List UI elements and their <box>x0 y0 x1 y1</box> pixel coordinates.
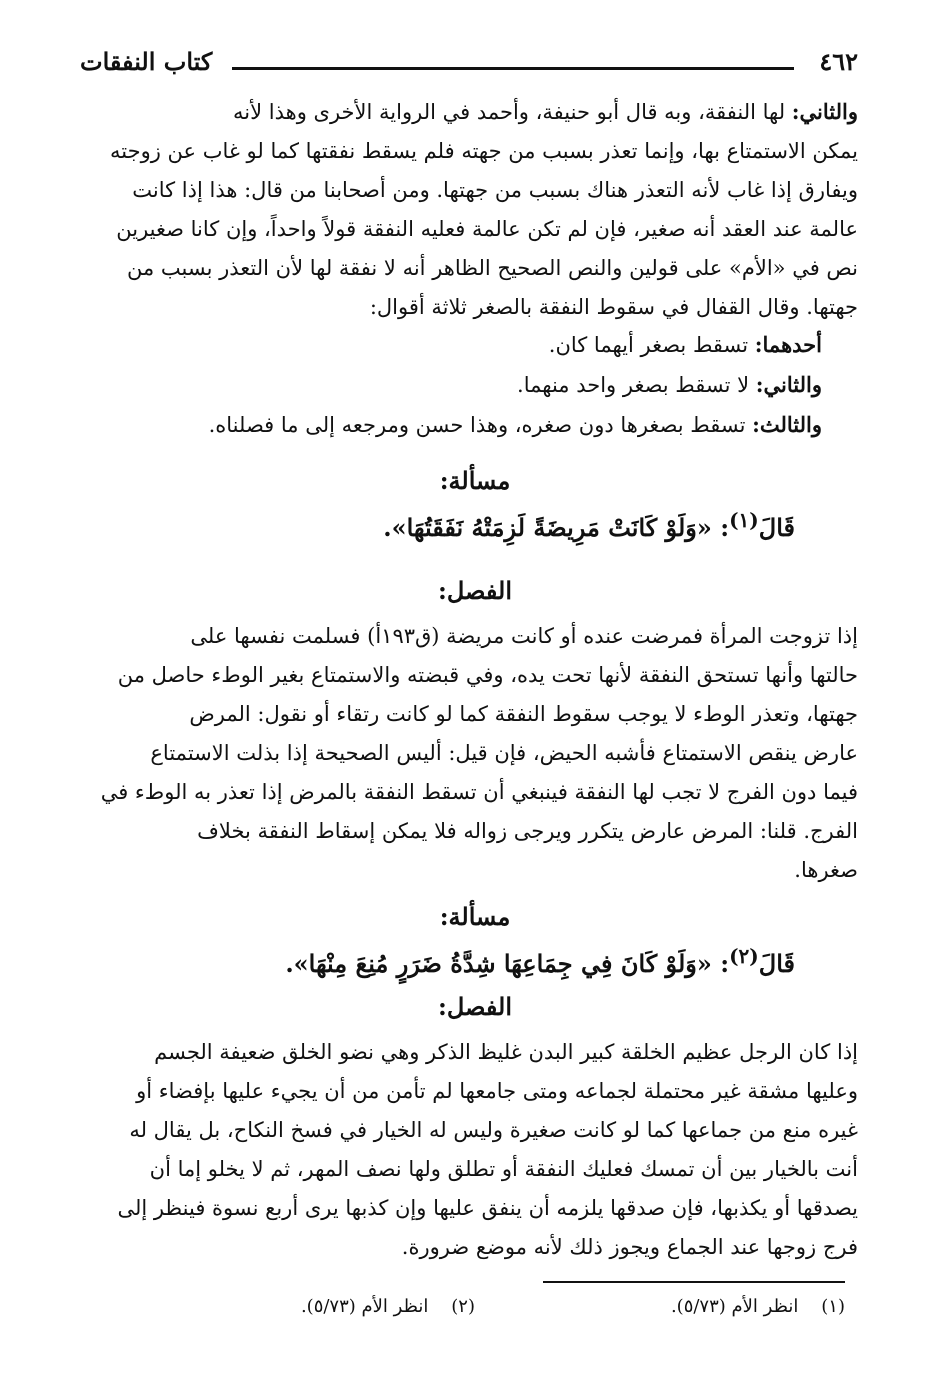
text-line: وعليها مشقة غير محتملة لجماعه ومتى جامعها لم تأمن من أن يجيء عليها بإفضاء أو <box>136 1079 858 1103</box>
text-line: جهتها، وتعذر الوطء لا يوجب سقوط النفقة كما لو كانت رتقاء أو نقول: المرض <box>189 702 858 726</box>
header-rule <box>232 67 794 70</box>
text-line: صغرها. <box>794 858 858 882</box>
text-line: غيره منع من جماعها كما لو كانت صغيرة وليس له الخيار في فسخ النكاح، بل يقال له <box>129 1118 858 1142</box>
masala-quote <box>285 944 795 978</box>
footnote-rule <box>543 1281 845 1283</box>
item-label: والثالث: <box>752 412 822 437</box>
footnote-2 <box>301 1292 475 1322</box>
section1-list <box>112 325 822 445</box>
text-line: ويفارق إذا غاب لأنه التعذر هناك بسبب من جهتها. ومن أصحابنا من قال: هذا إذا كانت <box>132 178 858 202</box>
term-label: والثاني: <box>791 99 858 124</box>
footnote-1 <box>671 1292 845 1322</box>
quote-prefix: قَالَ <box>758 949 795 978</box>
text-line: إذا كان الرجل عظيم الخلقة كبير البدن غليظ الذكر وهي نضو الخلق ضعيفة الجسم <box>154 1040 858 1064</box>
footnote-number: (٢) <box>451 1296 475 1317</box>
text-line: نص في «الأم» على قولين والنص الصحيح الظاهر أنه لا نفقة لها لأن التعذر بسبب من <box>127 256 858 280</box>
footnote-ref: (٢) <box>729 944 759 968</box>
text-line <box>94 92 858 132</box>
footnote-text: انظر الأم (٥/٧٣). <box>670 1296 799 1317</box>
list-item <box>112 325 822 365</box>
item-label: أحدهما: <box>754 332 822 357</box>
item-text: تسقط بصغر أيهما كان. <box>548 333 755 357</box>
footnote-text: انظر الأم (٥/٧٣). <box>300 1296 429 1317</box>
item-text: لا تسقط بصغر واحد منهما. <box>517 373 756 397</box>
page-number: ٤٦٢ <box>819 47 858 76</box>
list-item <box>112 365 822 405</box>
footnote-ref: (١) <box>729 508 759 532</box>
masala-heading: مسألة: <box>439 466 511 495</box>
text-line: عالمة عند العقد أنه صغير، فإن لم تكن عالمة فعليه النفقة قولاً واحداً، وإن كانا صغيرين <box>116 217 858 241</box>
quote-text: : «وَلَوْ كَانَ فِي جِمَاعِهَا شِدَّةُ ضَرَرٍ مُنِعَ مِنْهَا». <box>285 949 730 978</box>
line-text: لها النفقة، وبه قال أبو حنيفة، وأحمد في الرواية الأخرى وهذا لأنه <box>233 100 792 124</box>
text-line: عارض ينقص الاستمتاع فأشبه الحيض، فإن قيل: أليس الصحيحة إذا بذلت الاستمتاع <box>150 741 858 765</box>
quote-prefix: قَالَ <box>758 513 795 542</box>
masala-heading: مسألة: <box>439 902 511 931</box>
item-label: والثاني: <box>755 372 822 397</box>
fasl-heading: الفصل: <box>438 992 512 1021</box>
text-line: فيما دون الفرج لا تجب لها النفقة فينبغي أن تسقط النفقة بالمرض إذا تعذر به الوطء في <box>100 780 858 804</box>
book-title: كتاب النفقات <box>80 47 213 76</box>
section1-paragraph <box>94 92 858 327</box>
masala-quote <box>383 508 795 542</box>
running-header <box>80 42 858 86</box>
text-line: يمكن الاستمتاع بها، وإنما تعذر بسبب من جهته فلم يسقط نفقتها كما لو غاب عن زوجته <box>110 139 858 163</box>
item-text: تسقط بصغرها دون صغره، وهذا حسن ومرجعه إلى ما فصلناه. <box>208 413 753 437</box>
footnote-number: (١) <box>821 1296 845 1317</box>
text-line: إذا تزوجت المرأة فمرضت عنده أو كانت مريضة (ق١٩٣أ) فسلمت نفسها على <box>190 624 858 648</box>
masala2-paragraph <box>94 1033 858 1267</box>
text-line: جهتها. وقال القفال في سقوط النفقة بالصغر ثلاثة أقوال: <box>369 295 858 319</box>
masala1-paragraph <box>94 617 858 890</box>
quote-text: : «وَلَوْ كَانَتْ مَرِيضَةً لَزِمَتْهُ نَفَقَتُهَا». <box>383 513 730 542</box>
text-line: أنت بالخيار بين أن تمسك فعليك النفقة أو تطلق ولها نصف المهر، ثم لا يخلو إما أن <box>149 1157 858 1181</box>
fasl-heading: الفصل: <box>438 576 512 605</box>
list-item <box>112 405 822 445</box>
text-line: الفرج. قلنا: المرض عارض يتكرر ويرجى زواله فلا يمكن إسقاط النفقة بخلاف <box>197 819 858 843</box>
text-line: حالتها وأنها تستحق النفقة لأنها تحت يده، وفي قبضته والاستمتاع بغير الوطء حاصل من <box>117 663 858 687</box>
text-line: فرج زوجها عند الجماع ويجوز ذلك لأنه موضع ضرورة. <box>401 1235 858 1259</box>
text-line: يصدقها أو يكذبها، فإن صدقها يلزمه أن ينفق عليها وإن كذبها يرى أربع نسوة فينظر إلى <box>117 1196 858 1220</box>
